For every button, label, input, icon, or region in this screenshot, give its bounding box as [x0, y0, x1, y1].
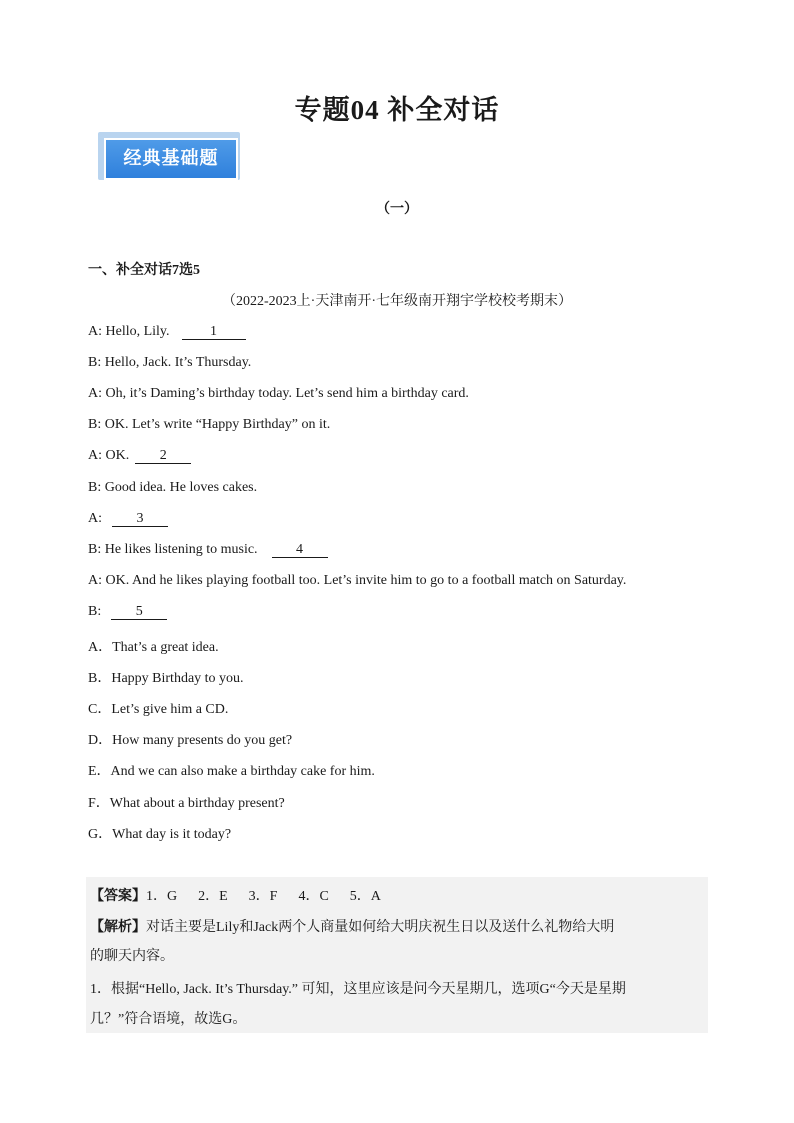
dialogue-text: A: Hello, Lily.: [88, 324, 170, 339]
answer-blank: 2: [135, 448, 191, 464]
dialogue-line: [88, 448, 191, 464]
answer-blank: 4: [272, 542, 328, 558]
analysis-text: 对话主要是Lily和Jack两个人商量如何给大明庆祝生日以及送什么礼物给大明: [146, 920, 615, 935]
page-title: 专题04 补全对话: [294, 95, 500, 125]
dialogue-line: [88, 386, 469, 402]
answer-line: [90, 885, 381, 905]
option-c: C．Let’s give him a CD.: [88, 702, 229, 717]
option-b: B．Happy Birthday to you.: [88, 671, 244, 686]
section-badge: [98, 132, 244, 184]
answer-items: 1．G 2．E 3．F 4．C 5．A: [146, 889, 381, 904]
dialogue-line: [88, 511, 168, 527]
dialogue-text: A:: [88, 511, 102, 526]
answer-blank: 3: [112, 511, 168, 527]
analysis-line: 的聊天内容。: [90, 949, 174, 964]
dialogue-text: B: He likes listening to music.: [88, 542, 258, 557]
part-label: （一）: [376, 202, 418, 217]
answer-blank: 1: [182, 324, 246, 340]
dialogue-text: B: Hello, Jack. It’s Thursday.: [88, 355, 252, 370]
analysis-line: [90, 916, 614, 936]
dialogue-text: A: OK. And he likes playing football too. Let’s invite him to go to a football match on Saturday.: [88, 573, 627, 588]
answer-blank: 5: [111, 604, 167, 620]
dialogue-line: [88, 542, 328, 558]
note-line: 1．根据“Hello, Jack. It’s Thursday.” 可知，这里应该是问今天星期几，选项G“今天是星期: [90, 982, 626, 997]
dialogue-text: A: Oh, it’s Daming’s birthday today. Let’s send him a birthday card.: [88, 386, 469, 401]
dialogue-line: [88, 324, 246, 340]
dialogue-text: B:: [88, 604, 102, 619]
option-a: A．That’s a great idea.: [88, 640, 219, 655]
dialogue-line: [88, 417, 330, 433]
dialogue-line: [88, 355, 251, 371]
analysis-label: 【解析】: [90, 920, 146, 935]
note-line: 几？”符合语境，故选G。: [90, 1012, 247, 1027]
dialogue-line: [88, 604, 167, 620]
option-e: E．And we can also make a birthday cake for him.: [88, 764, 375, 779]
option-f: F．What about a birthday present?: [88, 796, 285, 811]
dialogue-line: [88, 480, 257, 496]
dialogue-line: [88, 573, 626, 589]
section-heading: 一、补全对话7选5: [88, 263, 200, 278]
answer-box: [86, 877, 708, 1033]
dialogue-text: B: Good idea. He loves cakes.: [88, 480, 258, 495]
question-source: （2022-2023上·天津南开·七年级南开翔宇学校校考期末）: [222, 294, 572, 309]
answer-label: 【答案】: [90, 889, 146, 904]
option-g: G．What day is it today?: [88, 827, 232, 842]
dialogue-text: A: OK.: [88, 448, 130, 463]
option-d: D．How many presents do you get?: [88, 733, 293, 748]
badge-label: 经典基础题: [104, 138, 238, 180]
dialogue-text: B: OK. Let’s write “Happy Birthday” on it.: [88, 417, 331, 432]
